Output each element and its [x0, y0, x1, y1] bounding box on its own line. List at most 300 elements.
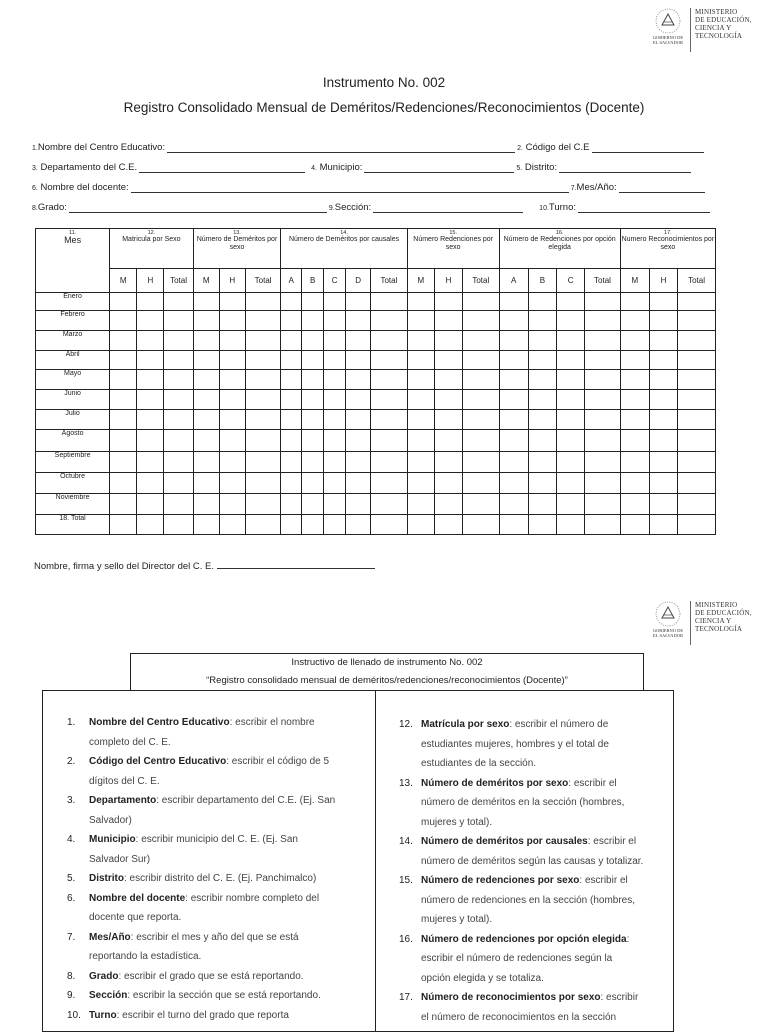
- data-cell[interactable]: [346, 370, 371, 390]
- data-cell[interactable]: [585, 331, 621, 351]
- data-cell[interactable]: [346, 494, 371, 515]
- data-cell[interactable]: [678, 390, 716, 410]
- data-cell[interactable]: [585, 430, 621, 452]
- data-cell[interactable]: [528, 410, 556, 430]
- data-cell[interactable]: [324, 331, 346, 351]
- data-cell[interactable]: [499, 293, 528, 311]
- month-label: Octubre: [36, 473, 110, 494]
- data-cell[interactable]: [678, 370, 716, 390]
- data-cell[interactable]: [528, 293, 556, 311]
- data-cell[interactable]: [371, 473, 408, 494]
- data-cell[interactable]: [649, 494, 677, 515]
- data-cell[interactable]: [557, 351, 585, 370]
- data-cell[interactable]: [557, 331, 585, 351]
- data-cell[interactable]: [620, 515, 649, 535]
- data-cell[interactable]: [407, 351, 434, 370]
- data-cell[interactable]: [585, 410, 621, 430]
- instructivo-columns: [42, 690, 674, 1032]
- director-signature[interactable]: Nombre, firma y sello del Director del C. E.: [34, 558, 375, 572]
- data-cell[interactable]: [245, 473, 281, 494]
- month-label: Septiembre: [36, 452, 110, 473]
- data-cell[interactable]: [281, 390, 302, 410]
- data-cell[interactable]: [219, 370, 245, 390]
- field-turno[interactable]: 10.Turno:: [539, 202, 577, 213]
- data-cell[interactable]: [371, 390, 408, 410]
- data-cell[interactable]: [463, 351, 500, 370]
- data-cell[interactable]: [463, 410, 500, 430]
- data-cell[interactable]: [620, 370, 649, 390]
- data-cell[interactable]: [463, 370, 500, 390]
- data-cell[interactable]: [557, 494, 585, 515]
- data-cell[interactable]: [302, 473, 324, 494]
- data-cell[interactable]: [434, 515, 462, 535]
- data-cell[interactable]: [245, 410, 281, 430]
- data-cell[interactable]: [219, 494, 245, 515]
- data-cell[interactable]: [137, 293, 164, 311]
- data-cell[interactable]: [110, 351, 137, 370]
- instruction-item: 5. Distrito: escribir distrito del C. E. (Ej. Panchimalco): [67, 873, 317, 884]
- data-cell[interactable]: [371, 452, 408, 473]
- data-cell[interactable]: [407, 293, 434, 311]
- data-cell[interactable]: [649, 311, 677, 331]
- data-cell[interactable]: [193, 390, 219, 410]
- field-mes-anio[interactable]: 7.Mes/Año:: [570, 182, 617, 193]
- data-cell[interactable]: [620, 410, 649, 430]
- field-grado[interactable]: 8.Grado:: [32, 202, 67, 213]
- data-cell[interactable]: [245, 351, 281, 370]
- data-cell[interactable]: [193, 410, 219, 430]
- data-cell[interactable]: [557, 430, 585, 452]
- data-cell[interactable]: [137, 410, 164, 430]
- data-cell[interactable]: [371, 311, 408, 331]
- data-cell[interactable]: [434, 331, 462, 351]
- data-cell[interactable]: [434, 452, 462, 473]
- instruction-item: 9. Sección: escribir la sección que se está reportando.: [67, 990, 321, 1001]
- data-cell[interactable]: [407, 370, 434, 390]
- data-cell[interactable]: [620, 351, 649, 370]
- data-cell[interactable]: [193, 515, 219, 535]
- subheader-cell: D: [346, 269, 371, 293]
- data-cell[interactable]: [499, 351, 528, 370]
- data-cell[interactable]: [346, 410, 371, 430]
- data-cell[interactable]: [219, 473, 245, 494]
- data-cell[interactable]: [302, 410, 324, 430]
- data-cell[interactable]: [463, 311, 500, 331]
- header-fields: [32, 133, 732, 213]
- data-cell[interactable]: [110, 430, 137, 452]
- data-cell[interactable]: [407, 430, 434, 452]
- ministry-logo: [650, 601, 752, 645]
- data-cell[interactable]: [193, 370, 219, 390]
- data-cell[interactable]: [499, 452, 528, 473]
- data-cell[interactable]: [346, 430, 371, 452]
- data-cell[interactable]: [371, 494, 408, 515]
- data-cell[interactable]: [193, 473, 219, 494]
- data-cell[interactable]: [371, 351, 408, 370]
- group-header: 15. Número Redenciones por sexo: [407, 229, 499, 269]
- data-cell[interactable]: [110, 331, 137, 351]
- data-cell[interactable]: [245, 370, 281, 390]
- data-cell[interactable]: [219, 293, 245, 311]
- data-cell[interactable]: [245, 390, 281, 410]
- data-cell[interactable]: [110, 410, 137, 430]
- data-cell[interactable]: [499, 430, 528, 452]
- data-cell[interactable]: [557, 515, 585, 535]
- data-cell[interactable]: [219, 390, 245, 410]
- data-cell[interactable]: [193, 293, 219, 311]
- data-cell[interactable]: [346, 293, 371, 311]
- data-cell[interactable]: [678, 311, 716, 331]
- data-cell[interactable]: [164, 390, 193, 410]
- data-cell[interactable]: [245, 452, 281, 473]
- data-cell[interactable]: [164, 331, 193, 351]
- data-cell[interactable]: [164, 370, 193, 390]
- data-cell[interactable]: [219, 351, 245, 370]
- data-cell[interactable]: [110, 515, 137, 535]
- data-cell[interactable]: [434, 410, 462, 430]
- data-cell[interactable]: [585, 494, 621, 515]
- data-cell[interactable]: [346, 351, 371, 370]
- table-row: [36, 311, 716, 331]
- data-cell[interactable]: [620, 293, 649, 311]
- data-cell[interactable]: [164, 410, 193, 430]
- data-cell[interactable]: [434, 293, 462, 311]
- month-label: Febrero: [36, 311, 110, 331]
- data-cell[interactable]: [463, 515, 500, 535]
- data-cell[interactable]: [678, 494, 716, 515]
- data-cell[interactable]: [110, 473, 137, 494]
- data-cell[interactable]: [245, 311, 281, 331]
- data-cell[interactable]: [463, 452, 500, 473]
- data-cell[interactable]: [281, 473, 302, 494]
- group-header: 17. Numero Reconocimientos por sexo: [620, 229, 715, 269]
- data-cell[interactable]: [463, 430, 500, 452]
- data-cell[interactable]: [302, 515, 324, 535]
- data-cell[interactable]: [557, 473, 585, 494]
- data-cell[interactable]: [585, 473, 621, 494]
- data-cell[interactable]: [371, 293, 408, 311]
- data-cell[interactable]: [528, 430, 556, 452]
- data-cell[interactable]: [678, 351, 716, 370]
- data-cell[interactable]: [302, 430, 324, 452]
- data-cell[interactable]: [678, 452, 716, 473]
- data-cell[interactable]: [557, 370, 585, 390]
- data-cell[interactable]: [245, 494, 281, 515]
- subheader-cell: Total: [463, 269, 500, 293]
- data-cell[interactable]: [649, 410, 677, 430]
- data-cell[interactable]: [557, 390, 585, 410]
- data-cell[interactable]: [407, 494, 434, 515]
- data-cell[interactable]: [219, 311, 245, 331]
- field-docente[interactable]: 6. Nombre del docente:: [32, 182, 129, 193]
- instructivo-header: [130, 653, 644, 691]
- data-cell[interactable]: [137, 370, 164, 390]
- data-cell[interactable]: [110, 452, 137, 473]
- instructivo-title: Instructivo de llenado de instrumento No. 002: [291, 657, 483, 668]
- data-cell[interactable]: [110, 370, 137, 390]
- data-cell[interactable]: [649, 390, 677, 410]
- data-cell[interactable]: [324, 390, 346, 410]
- data-cell[interactable]: [649, 515, 677, 535]
- data-cell[interactable]: [245, 515, 281, 535]
- data-cell[interactable]: [324, 293, 346, 311]
- data-cell[interactable]: [371, 410, 408, 430]
- table-row: [36, 430, 716, 452]
- subheader-cell: H: [649, 269, 677, 293]
- right-column: [399, 715, 671, 1027]
- data-cell[interactable]: [371, 515, 408, 535]
- data-cell[interactable]: [346, 390, 371, 410]
- data-cell[interactable]: [499, 390, 528, 410]
- data-cell[interactable]: [346, 515, 371, 535]
- data-cell[interactable]: [219, 452, 245, 473]
- data-cell[interactable]: [463, 473, 500, 494]
- data-cell[interactable]: [528, 515, 556, 535]
- data-cell[interactable]: [193, 311, 219, 331]
- data-cell[interactable]: [324, 311, 346, 331]
- data-cell[interactable]: [649, 452, 677, 473]
- data-cell[interactable]: [302, 370, 324, 390]
- data-cell[interactable]: [346, 311, 371, 331]
- data-cell[interactable]: [585, 370, 621, 390]
- data-cell[interactable]: [528, 331, 556, 351]
- data-cell[interactable]: [407, 452, 434, 473]
- instruction-item: 13. Número de deméritos por sexo: escribir el número de deméritos en la sección (hombres, mujeres y total).: [399, 777, 625, 828]
- data-cell[interactable]: [324, 351, 346, 370]
- data-cell[interactable]: [324, 473, 346, 494]
- data-cell[interactable]: [346, 331, 371, 351]
- subheader-cell: H: [434, 269, 462, 293]
- data-cell[interactable]: [219, 331, 245, 351]
- data-cell[interactable]: [137, 515, 164, 535]
- subheader-cell: M: [110, 269, 137, 293]
- instruction-item: 7. Mes/Año: escribir el mes y año del que se está reportando la estadística.: [67, 931, 299, 962]
- data-cell[interactable]: [193, 452, 219, 473]
- data-cell[interactable]: [193, 351, 219, 370]
- data-cell[interactable]: [620, 331, 649, 351]
- data-cell[interactable]: [499, 515, 528, 535]
- data-cell[interactable]: [137, 473, 164, 494]
- data-cell[interactable]: [245, 293, 281, 311]
- data-cell[interactable]: [371, 430, 408, 452]
- data-cell[interactable]: [434, 430, 462, 452]
- data-cell[interactable]: [281, 430, 302, 452]
- data-cell[interactable]: [678, 331, 716, 351]
- table-row: [36, 452, 716, 473]
- data-cell[interactable]: [281, 311, 302, 331]
- data-cell[interactable]: [620, 494, 649, 515]
- data-cell[interactable]: [678, 430, 716, 452]
- field-seccion[interactable]: 9.Sección:: [328, 202, 372, 213]
- data-cell[interactable]: [302, 452, 324, 473]
- data-cell[interactable]: [324, 452, 346, 473]
- data-cell[interactable]: [620, 473, 649, 494]
- data-cell[interactable]: [281, 293, 302, 311]
- data-cell[interactable]: [463, 331, 500, 351]
- field-municipio[interactable]: 4. Municipio:: [311, 162, 363, 173]
- data-cell[interactable]: [557, 452, 585, 473]
- data-cell[interactable]: [528, 390, 556, 410]
- month-label: 18. Total: [36, 515, 110, 535]
- data-cell[interactable]: [499, 311, 528, 331]
- data-cell[interactable]: [649, 430, 677, 452]
- field-distrito[interactable]: 5. Distrito:: [516, 162, 558, 173]
- subheader-cell: Total: [245, 269, 281, 293]
- data-cell[interactable]: [499, 370, 528, 390]
- data-cell[interactable]: [528, 473, 556, 494]
- data-cell[interactable]: [620, 311, 649, 331]
- data-cell[interactable]: [324, 370, 346, 390]
- data-cell[interactable]: [281, 351, 302, 370]
- data-cell[interactable]: [193, 331, 219, 351]
- data-cell[interactable]: [407, 410, 434, 430]
- data-cell[interactable]: [649, 293, 677, 311]
- data-cell[interactable]: [324, 410, 346, 430]
- table-row: [36, 370, 716, 390]
- data-cell[interactable]: [434, 494, 462, 515]
- data-cell[interactable]: [245, 331, 281, 351]
- data-cell[interactable]: [281, 370, 302, 390]
- data-cell[interactable]: [528, 311, 556, 331]
- data-cell[interactable]: [164, 351, 193, 370]
- data-cell[interactable]: [620, 430, 649, 452]
- subheader-cell: C: [557, 269, 585, 293]
- data-cell[interactable]: [164, 293, 193, 311]
- data-cell[interactable]: [528, 370, 556, 390]
- data-cell[interactable]: [585, 351, 621, 370]
- data-cell[interactable]: [346, 452, 371, 473]
- data-cell[interactable]: [371, 331, 408, 351]
- data-cell[interactable]: [164, 473, 193, 494]
- data-cell[interactable]: [620, 452, 649, 473]
- data-cell[interactable]: [324, 515, 346, 535]
- data-cell[interactable]: [110, 293, 137, 311]
- data-cell[interactable]: [324, 494, 346, 515]
- government-label: GOBIERNO DE EL SALVADOR: [652, 35, 684, 45]
- data-cell[interactable]: [245, 430, 281, 452]
- data-cell[interactable]: [499, 494, 528, 515]
- data-cell[interactable]: [137, 452, 164, 473]
- data-cell[interactable]: [164, 494, 193, 515]
- instruction-item: 3. Departamento: escribir departamento del C.E. (Ej. San Salvador): [67, 795, 336, 826]
- data-cell[interactable]: [110, 494, 137, 515]
- data-cell[interactable]: [528, 452, 556, 473]
- data-cell[interactable]: [528, 351, 556, 370]
- data-cell[interactable]: [557, 410, 585, 430]
- data-cell[interactable]: [557, 293, 585, 311]
- data-cell[interactable]: [434, 390, 462, 410]
- instruction-item: 16. Número de redenciones por opción elegida: escribir el número de redenciones según la opción elegida y se totaliza.: [399, 933, 630, 984]
- data-cell[interactable]: [164, 515, 193, 535]
- data-cell[interactable]: [346, 473, 371, 494]
- data-cell[interactable]: [585, 390, 621, 410]
- data-cell[interactable]: [302, 351, 324, 370]
- data-cell[interactable]: [649, 331, 677, 351]
- data-cell[interactable]: [407, 515, 434, 535]
- data-cell[interactable]: [137, 390, 164, 410]
- data-cell[interactable]: [219, 515, 245, 535]
- data-cell[interactable]: [649, 370, 677, 390]
- data-cell[interactable]: [219, 410, 245, 430]
- form-subtitle: Registro Consolidado Mensual de Deméritos/Redenciones/Reconocimientos (Docente): [123, 100, 645, 115]
- data-cell[interactable]: [137, 311, 164, 331]
- data-cell[interactable]: [434, 311, 462, 331]
- data-cell[interactable]: [302, 331, 324, 351]
- data-cell[interactable]: [678, 410, 716, 430]
- data-cell[interactable]: [407, 390, 434, 410]
- data-cell[interactable]: [302, 494, 324, 515]
- data-cell[interactable]: [193, 494, 219, 515]
- data-cell[interactable]: [649, 351, 677, 370]
- data-cell[interactable]: [193, 430, 219, 452]
- data-cell[interactable]: [434, 370, 462, 390]
- data-cell[interactable]: [585, 311, 621, 331]
- data-cell[interactable]: [137, 331, 164, 351]
- data-cell[interactable]: [434, 351, 462, 370]
- data-cell[interactable]: [678, 473, 716, 494]
- data-cell[interactable]: [302, 390, 324, 410]
- data-cell[interactable]: [557, 311, 585, 331]
- data-cell[interactable]: [302, 293, 324, 311]
- data-cell[interactable]: [281, 452, 302, 473]
- data-cell[interactable]: [407, 331, 434, 351]
- data-cell[interactable]: [281, 410, 302, 430]
- subheader-cell: M: [407, 269, 434, 293]
- data-cell[interactable]: [164, 452, 193, 473]
- data-cell[interactable]: [463, 293, 500, 311]
- field-departamento[interactable]: 3. Departamento del C.E.: [32, 162, 138, 173]
- group-header: 13. Número de Deméritos por sexo: [193, 229, 281, 269]
- data-cell[interactable]: [585, 293, 621, 311]
- subheader-cell: Total: [164, 269, 193, 293]
- data-cell[interactable]: [281, 515, 302, 535]
- data-cell[interactable]: [371, 370, 408, 390]
- data-cell[interactable]: [407, 311, 434, 331]
- data-cell[interactable]: [137, 430, 164, 452]
- data-cell[interactable]: [434, 473, 462, 494]
- data-cell[interactable]: [137, 494, 164, 515]
- data-cell[interactable]: [620, 390, 649, 410]
- data-cell[interactable]: [585, 515, 621, 535]
- data-cell[interactable]: [463, 390, 500, 410]
- field-codigo[interactable]: 2. Código del C.E: [517, 142, 590, 153]
- data-cell[interactable]: [585, 452, 621, 473]
- field-centro[interactable]: 1.Nombre del Centro Educativo:: [32, 142, 166, 153]
- data-cell[interactable]: [164, 311, 193, 331]
- data-cell[interactable]: [649, 473, 677, 494]
- data-cell[interactable]: [219, 430, 245, 452]
- data-cell[interactable]: [499, 410, 528, 430]
- data-cell[interactable]: [164, 430, 193, 452]
- subheader-cell: B: [528, 269, 556, 293]
- data-cell[interactable]: [463, 494, 500, 515]
- data-cell[interactable]: [302, 311, 324, 331]
- data-cell[interactable]: [678, 293, 716, 311]
- data-cell[interactable]: [499, 473, 528, 494]
- data-cell[interactable]: [281, 494, 302, 515]
- consolidated-table: [35, 228, 716, 535]
- data-cell[interactable]: [110, 311, 137, 331]
- data-cell[interactable]: [137, 351, 164, 370]
- data-cell[interactable]: [324, 430, 346, 452]
- data-cell[interactable]: [499, 331, 528, 351]
- data-cell[interactable]: [678, 515, 716, 535]
- data-cell[interactable]: [281, 331, 302, 351]
- form-title: Instrumento No. 002: [322, 75, 446, 90]
- data-cell[interactable]: [528, 494, 556, 515]
- data-cell[interactable]: [407, 473, 434, 494]
- data-cell[interactable]: [110, 390, 137, 410]
